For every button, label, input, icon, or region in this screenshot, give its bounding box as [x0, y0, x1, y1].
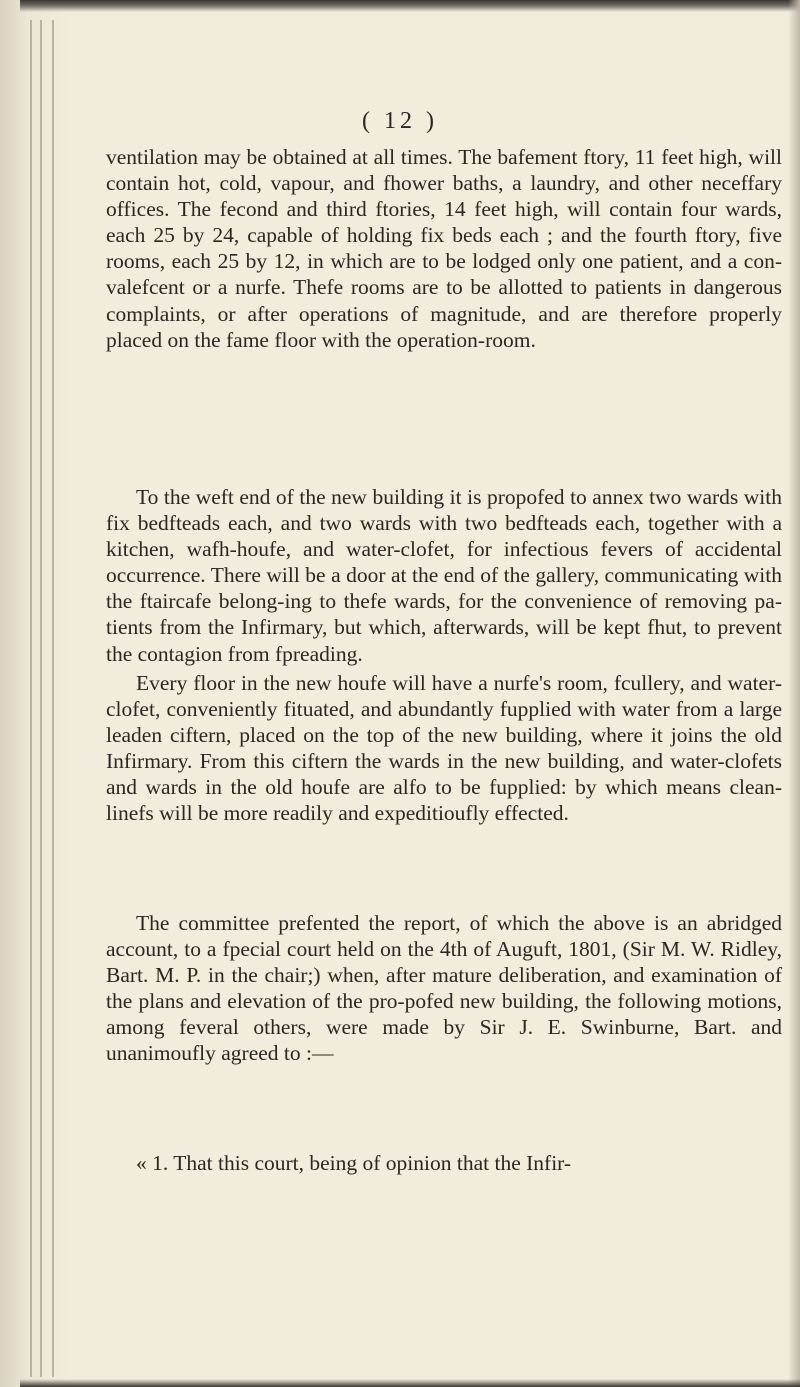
paragraph-every-floor [106, 670, 782, 827]
paragraph-committee [106, 910, 782, 1067]
paragraph-text: To the weft end of the new building it is propofed to annex two wards with fix bedfteads each, and two wards with two bedfteads each, together with a kitchen, wafh-houfe, and water-clofet, for infectious fevers of accidental occurrence. There will be a door at the end of the gallery, communicating with the ftaircafe belong-ing to thefe wards, for the convenience of removing pa-tients from the Infirmary, but which, afterwards, will be kept fhut, to prevent the contagion from fpreading. [106, 485, 782, 666]
page-number: ( 12 ) [362, 108, 438, 134]
paragraph-text: ventilation may be obtained at all times. The bafement ftory, 11 feet high, will contain hot, cold, vapour, and fhower baths, a laundry, and other neceffary offices. The fecond and third ftories, 14 feet high, will contain four wards, each 25 by 24, capable of holding fix beds each ; and the fourth ftory, five rooms, each 25 by 12, in which are to be lodged only one patient, and a con-valefcent or a nurfe. Thefe rooms are to be allotted to patients in dangerous complaints, or after operations of magnitude, and are therefore properly placed on the fame floor with the operation-room. [106, 145, 782, 352]
paragraph-text: « 1. That this court, being of opinion that the Infir- [136, 1151, 572, 1175]
binding-spine [0, 0, 70, 1387]
paragraph-motion-1 [106, 1150, 782, 1176]
paragraph-text: The committee prefented the report, of which the above is an abridged account, to a fpecial court held on the 4th of Auguft, 1801, (Sir M. W. Ridley, Bart. M. P. in the chair;) when, after mature deliberation, and examination of the plans and elevation of the pro-pofed new building, the following motions, among feveral others, were made by Sir J. E. Swinburne, Bart. and unanimoufly agreed to :— [106, 911, 782, 1066]
page-bottom-edge [20, 1379, 800, 1387]
page-top-edge [20, 0, 800, 12]
paragraph-text: Every floor in the new houfe will have a nurfe's room, fcullery, and water-clofet, conveniently fituated, and abundantly fupplied with water from a large leaden ciftern, placed on the top of the new building, where it joins the old Infirmary. From this ciftern the wards in the new building, and water-clofets and wards in the old houfe are alfo to be fupplied: by which means clean-linefs will be more readily and expeditioufly effected. [106, 671, 782, 826]
paragraph-west-end [106, 484, 782, 667]
page-right-edge [788, 0, 800, 1387]
paragraph-ventilation [106, 144, 782, 353]
